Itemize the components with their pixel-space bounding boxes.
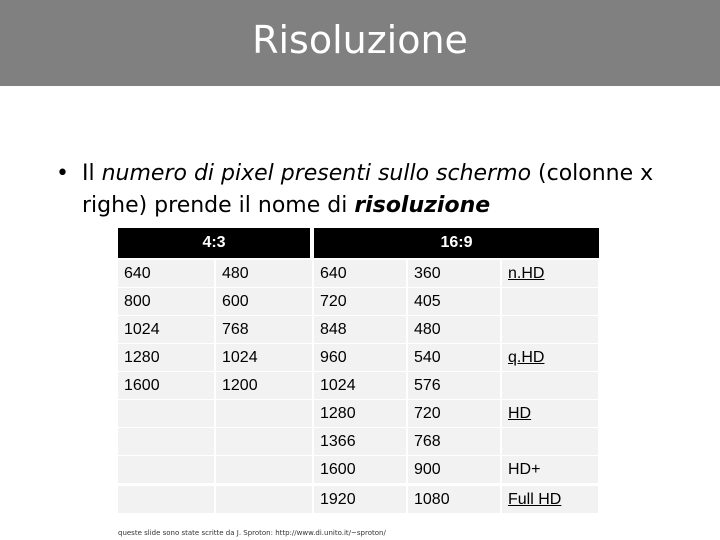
cell-43-height	[216, 428, 312, 455]
cell-169-height: 480	[408, 316, 500, 343]
table-row	[118, 428, 598, 456]
table-row	[118, 456, 598, 484]
cell-43-width	[118, 428, 214, 455]
cell-43-width: 1600	[118, 372, 214, 399]
cell-169-height: 405	[408, 288, 500, 315]
cell-43-height	[216, 486, 312, 513]
cell-169-height: 360	[408, 260, 500, 287]
cell-43-width	[118, 456, 214, 483]
cell-43-height: 1024	[216, 344, 312, 371]
cell-43-width: 640	[118, 260, 214, 287]
cell-169-height: 540	[408, 344, 500, 371]
table-row	[118, 400, 598, 428]
cell-name	[502, 288, 598, 315]
header-4-3: 4:3	[118, 228, 310, 258]
cell-169-height: 768	[408, 428, 500, 455]
cell-43-height	[216, 456, 312, 483]
cell-43-width: 1280	[118, 344, 214, 371]
cell-169-width: 1600	[314, 456, 406, 483]
cell-169-width: 848	[314, 316, 406, 343]
cell-43-width	[118, 486, 214, 513]
table-row	[118, 344, 598, 372]
cell-name: HD+	[502, 456, 598, 483]
table-row	[118, 316, 598, 344]
cell-name-link[interactable]: HD	[502, 400, 598, 427]
cell-name	[502, 316, 598, 343]
cell-169-width: 960	[314, 344, 406, 371]
header-16-9: 16:9	[314, 228, 599, 258]
cell-43-width: 800	[118, 288, 214, 315]
table-row	[118, 288, 598, 316]
cell-name-link[interactable]: Full HD	[502, 486, 598, 513]
cell-43-height: 480	[216, 260, 312, 287]
footer-credit: queste slide sono state scritte da J. Sproton: http://www.di.unito.it/~sproton/	[118, 529, 386, 537]
cell-43-height: 1200	[216, 372, 312, 399]
cell-169-width: 1920	[314, 486, 406, 513]
bullet-dot-icon: •	[56, 161, 69, 186]
bullet-point	[58, 158, 678, 222]
bullet-text: Il numero di pixel presenti sullo schermo (colonne x righe) prende il nome di risoluzione	[82, 161, 654, 218]
cell-name	[502, 372, 598, 399]
table-row	[118, 260, 598, 288]
cell-43-height	[216, 400, 312, 427]
cell-43-width	[118, 400, 214, 427]
cell-name	[502, 428, 598, 455]
table-row	[118, 486, 598, 514]
cell-169-width: 1024	[314, 372, 406, 399]
cell-43-height: 768	[216, 316, 312, 343]
cell-name-link[interactable]: q.HD	[502, 344, 598, 371]
cell-43-width: 1024	[118, 316, 214, 343]
cell-169-width: 720	[314, 288, 406, 315]
cell-169-height: 576	[408, 372, 500, 399]
slide-title: Risoluzione	[252, 18, 468, 62]
cell-169-width: 640	[314, 260, 406, 287]
cell-169-height: 1080	[408, 486, 500, 513]
cell-43-height: 600	[216, 288, 312, 315]
cell-169-height: 900	[408, 456, 500, 483]
cell-169-width: 1366	[314, 428, 406, 455]
table-row	[118, 372, 598, 400]
cell-name-link[interactable]: n.HD	[502, 260, 598, 287]
cell-169-width: 1280	[314, 400, 406, 427]
cell-169-height: 720	[408, 400, 500, 427]
